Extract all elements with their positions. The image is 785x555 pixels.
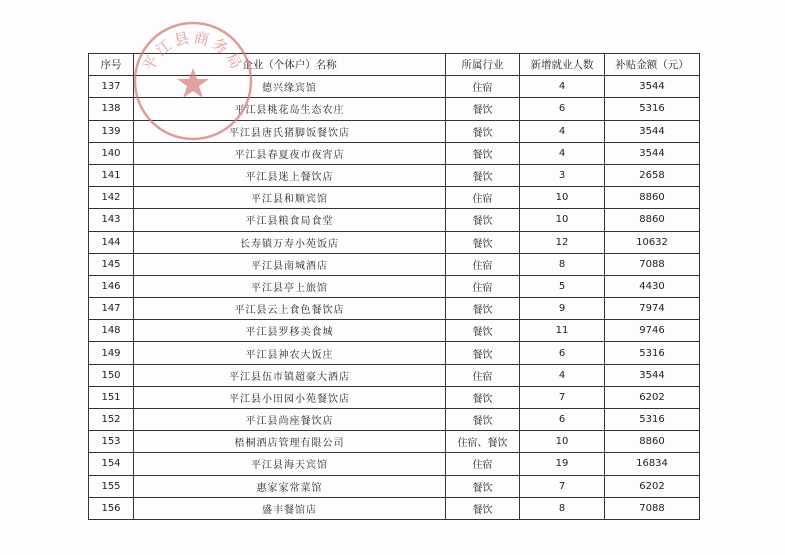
cell-no: 148 xyxy=(89,320,134,342)
cell-name: 平江县桃花岛生态农庄 xyxy=(134,98,446,120)
cell-name: 平江县罗移美食城 xyxy=(134,320,446,342)
header-industry: 所属行业 xyxy=(446,54,520,76)
subsidy-table xyxy=(88,53,700,520)
cell-name: 平江县春夏夜市夜宵店 xyxy=(134,142,446,164)
cell-new-jobs: 10 xyxy=(520,209,605,231)
cell-amount: 7974 xyxy=(605,298,700,320)
cell-amount: 6202 xyxy=(605,475,700,497)
header-new-jobs: 新增就业人数 xyxy=(520,54,605,76)
svg-text:平江县商务局: 平江县商务局 xyxy=(139,28,247,75)
cell-industry: 住宿 xyxy=(446,364,520,386)
cell-amount: 16834 xyxy=(605,453,700,475)
cell-name: 平江县尚座餐饮店 xyxy=(134,409,446,431)
cell-industry: 住宿 xyxy=(446,453,520,475)
cell-new-jobs: 11 xyxy=(520,320,605,342)
cell-amount: 4430 xyxy=(605,275,700,297)
cell-no: 147 xyxy=(89,298,134,320)
cell-industry: 餐饮 xyxy=(446,164,520,186)
cell-industry: 餐饮 xyxy=(446,386,520,408)
cell-no: 141 xyxy=(89,164,134,186)
cell-amount: 7088 xyxy=(605,253,700,275)
cell-industry: 餐饮 xyxy=(446,320,520,342)
cell-amount: 3544 xyxy=(605,142,700,164)
cell-new-jobs: 19 xyxy=(520,453,605,475)
cell-amount: 3544 xyxy=(605,76,700,98)
table-row xyxy=(89,164,700,186)
cell-name: 平江县南城酒店 xyxy=(134,253,446,275)
cell-name: 平江县唐氏猪脚饭餐饮店 xyxy=(134,120,446,142)
cell-industry: 餐饮 xyxy=(446,409,520,431)
cell-industry: 餐饮 xyxy=(446,142,520,164)
table-row xyxy=(89,453,700,475)
cell-no: 145 xyxy=(89,253,134,275)
table-row xyxy=(89,386,700,408)
cell-amount: 9746 xyxy=(605,320,700,342)
cell-no: 143 xyxy=(89,209,134,231)
cell-name: 平江县亭上旅馆 xyxy=(134,275,446,297)
cell-no: 140 xyxy=(89,142,134,164)
cell-amount: 8860 xyxy=(605,187,700,209)
table-body xyxy=(89,76,700,520)
cell-industry: 餐饮 xyxy=(446,231,520,253)
cell-industry: 餐饮 xyxy=(446,497,520,519)
cell-name: 平江县伍市镇超豪大酒店 xyxy=(134,364,446,386)
cell-new-jobs: 8 xyxy=(520,497,605,519)
cell-new-jobs: 6 xyxy=(520,98,605,120)
cell-no: 155 xyxy=(89,475,134,497)
cell-name: 平江县小田园小苑餐饮店 xyxy=(134,386,446,408)
table-header-row xyxy=(89,54,700,76)
table-row xyxy=(89,298,700,320)
table-row xyxy=(89,475,700,497)
table-row xyxy=(89,409,700,431)
cell-new-jobs: 7 xyxy=(520,386,605,408)
cell-no: 139 xyxy=(89,120,134,142)
cell-amount: 5316 xyxy=(605,409,700,431)
cell-amount: 8860 xyxy=(605,209,700,231)
table-row xyxy=(89,76,700,98)
cell-no: 149 xyxy=(89,342,134,364)
cell-name: 盛丰餐馆店 xyxy=(134,497,446,519)
cell-industry: 餐饮 xyxy=(446,209,520,231)
cell-amount: 6202 xyxy=(605,386,700,408)
cell-no: 152 xyxy=(89,409,134,431)
cell-new-jobs: 4 xyxy=(520,142,605,164)
table-row xyxy=(89,187,700,209)
cell-name: 平江县海天宾馆 xyxy=(134,453,446,475)
cell-name: 梧桐酒店管理有限公司 xyxy=(134,431,446,453)
table-row xyxy=(89,497,700,519)
cell-new-jobs: 9 xyxy=(520,298,605,320)
cell-name: 德兴缘宾馆 xyxy=(134,76,446,98)
cell-amount: 3544 xyxy=(605,120,700,142)
table-row xyxy=(89,275,700,297)
cell-new-jobs: 4 xyxy=(520,364,605,386)
cell-name: 平江县粮食局食堂 xyxy=(134,209,446,231)
cell-industry: 餐饮 xyxy=(446,475,520,497)
header-name: 企业（个体户）名称 xyxy=(134,54,446,76)
cell-no: 150 xyxy=(89,364,134,386)
table-row xyxy=(89,142,700,164)
cell-industry: 餐饮 xyxy=(446,98,520,120)
cell-amount: 5316 xyxy=(605,98,700,120)
cell-no: 156 xyxy=(89,497,134,519)
table-row xyxy=(89,320,700,342)
cell-no: 137 xyxy=(89,76,134,98)
cell-amount: 2658 xyxy=(605,164,700,186)
table-row xyxy=(89,342,700,364)
table-row xyxy=(89,231,700,253)
cell-amount: 10632 xyxy=(605,231,700,253)
cell-amount: 8860 xyxy=(605,431,700,453)
cell-no: 154 xyxy=(89,453,134,475)
cell-amount: 5316 xyxy=(605,342,700,364)
table-row xyxy=(89,253,700,275)
cell-no: 146 xyxy=(89,275,134,297)
cell-industry: 餐饮 xyxy=(446,342,520,364)
cell-name: 平江县迷上餐饮店 xyxy=(134,164,446,186)
cell-new-jobs: 5 xyxy=(520,275,605,297)
cell-industry: 住宿 xyxy=(446,76,520,98)
cell-new-jobs: 10 xyxy=(520,431,605,453)
cell-amount: 3544 xyxy=(605,364,700,386)
table-row xyxy=(89,209,700,231)
cell-industry: 餐饮 xyxy=(446,298,520,320)
cell-no: 142 xyxy=(89,187,134,209)
cell-new-jobs: 6 xyxy=(520,409,605,431)
cell-no: 151 xyxy=(89,386,134,408)
cell-new-jobs: 3 xyxy=(520,164,605,186)
cell-new-jobs: 7 xyxy=(520,475,605,497)
cell-industry: 住宿 xyxy=(446,253,520,275)
cell-name: 平江县神农大饭庄 xyxy=(134,342,446,364)
table-row xyxy=(89,431,700,453)
header-no: 序号 xyxy=(89,54,134,76)
cell-new-jobs: 10 xyxy=(520,187,605,209)
table-row xyxy=(89,98,700,120)
cell-amount: 7088 xyxy=(605,497,700,519)
cell-no: 144 xyxy=(89,231,134,253)
cell-no: 138 xyxy=(89,98,134,120)
cell-new-jobs: 12 xyxy=(520,231,605,253)
cell-industry: 住宿、餐饮 xyxy=(446,431,520,453)
table-row xyxy=(89,120,700,142)
cell-no: 153 xyxy=(89,431,134,453)
cell-industry: 住宿 xyxy=(446,187,520,209)
cell-new-jobs: 4 xyxy=(520,120,605,142)
cell-name: 惠家家常菜馆 xyxy=(134,475,446,497)
cell-name: 平江县云上食色餐饮店 xyxy=(134,298,446,320)
table-row xyxy=(89,364,700,386)
cell-industry: 餐饮 xyxy=(446,120,520,142)
cell-new-jobs: 4 xyxy=(520,76,605,98)
cell-new-jobs: 8 xyxy=(520,253,605,275)
cell-name: 长寿镇万寿小苑饭店 xyxy=(134,231,446,253)
cell-name: 平江县和顺宾馆 xyxy=(134,187,446,209)
cell-new-jobs: 6 xyxy=(520,342,605,364)
header-amount: 补贴金额（元） xyxy=(605,54,700,76)
cell-industry: 住宿 xyxy=(446,275,520,297)
